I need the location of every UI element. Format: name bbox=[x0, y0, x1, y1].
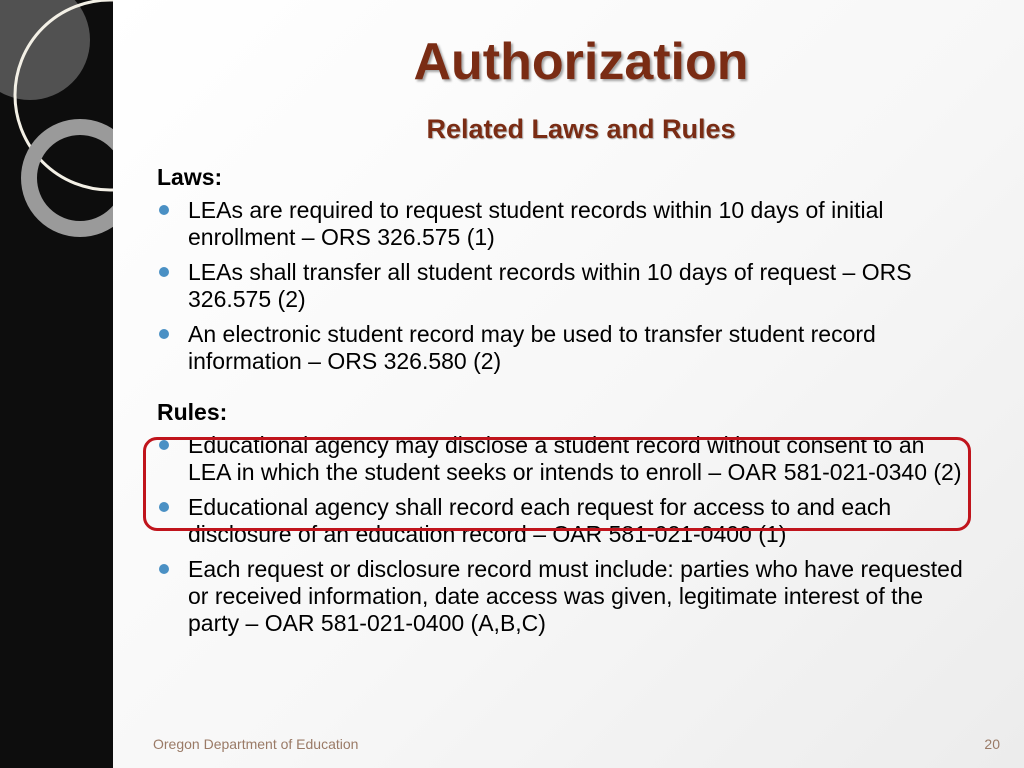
bullet-icon bbox=[159, 329, 169, 339]
law-item-text: LEAs shall transfer all student records within 10 days of request – ORS 326.575 (2) bbox=[188, 259, 912, 312]
list-item bbox=[157, 259, 967, 313]
rules-heading: Rules: bbox=[157, 399, 228, 425]
rule-item-text: Each request or disclosure record must include: parties who have requested or received information, date access was given, legitimate interest of the party – OAR 581-021-0400 (A,B,C) bbox=[188, 556, 963, 636]
law-item-text: An electronic student record may be used to transfer student record information – ORS 326.580 (2) bbox=[188, 321, 876, 374]
rule-item-text: Educational agency shall record each request for access to and each disclosure of an education record – OAR 581-021-0400 (1) bbox=[188, 494, 892, 547]
bullet-icon bbox=[159, 205, 169, 215]
decorative-circles-graphic bbox=[0, 0, 113, 768]
slide-body bbox=[157, 164, 967, 645]
rule-item-text: Educational agency may disclose a student record without consent to an LEA in which the student seeks or intends to enroll – OAR 581-021-0340 (2) bbox=[188, 432, 962, 485]
highlight-box bbox=[143, 437, 971, 531]
slide-title: Authorization bbox=[413, 33, 749, 91]
footer-page-number: 20 bbox=[984, 736, 1000, 752]
list-item bbox=[157, 556, 967, 637]
laws-list bbox=[157, 197, 967, 375]
footer-organization: Oregon Department of Education bbox=[153, 736, 359, 752]
laws-heading: Laws: bbox=[157, 164, 223, 190]
law-item-text: LEAs are required to request student records within 10 days of initial enrollment – ORS 326.575 (1) bbox=[188, 197, 884, 250]
list-item bbox=[157, 197, 967, 251]
decorative-sidebar bbox=[0, 0, 113, 768]
bullet-icon bbox=[159, 267, 169, 277]
slide-subtitle: Related Laws and Rules bbox=[426, 114, 736, 144]
bullet-icon bbox=[159, 564, 169, 574]
list-item bbox=[157, 321, 967, 375]
